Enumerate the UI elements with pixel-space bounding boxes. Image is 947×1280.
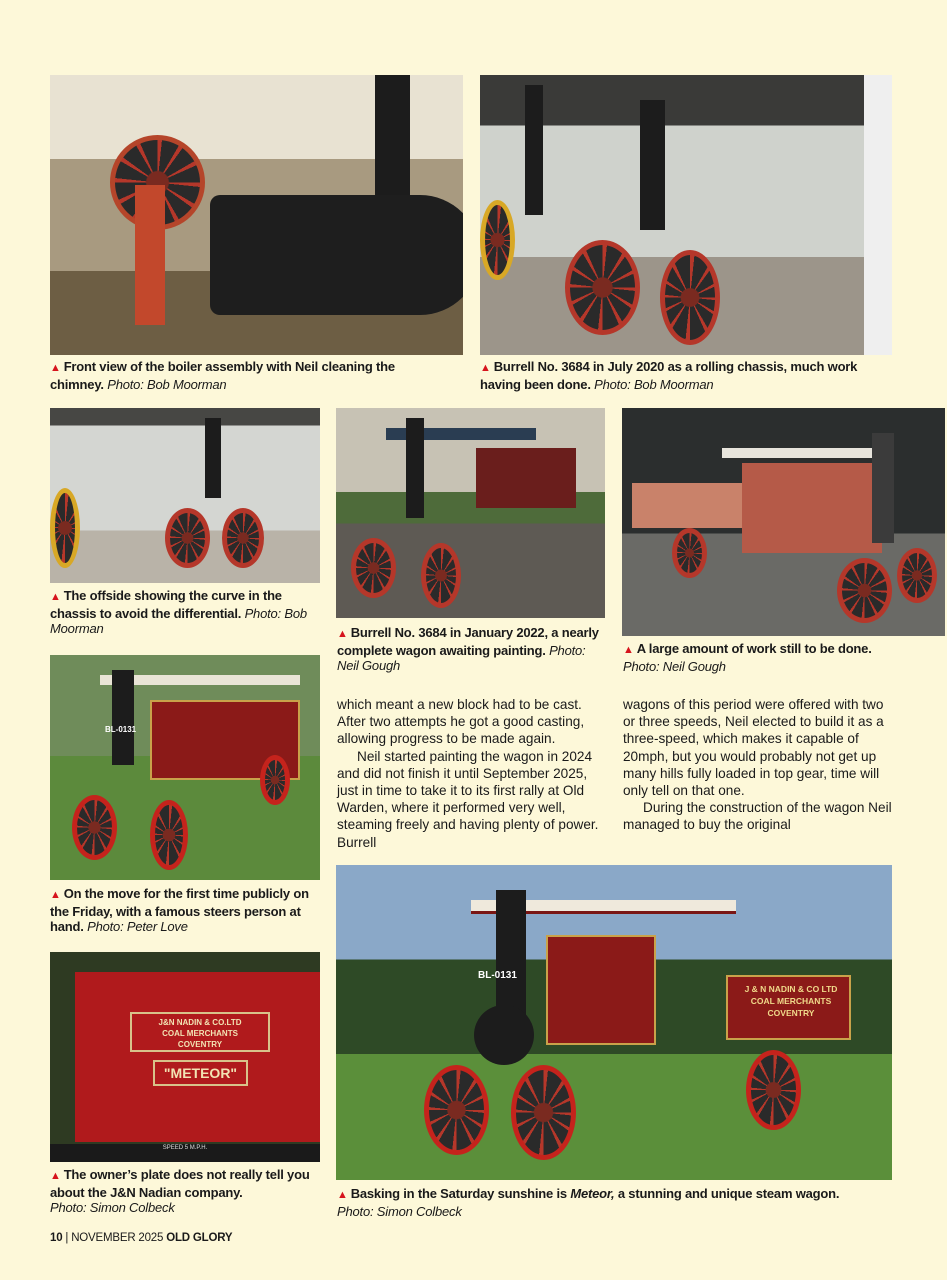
owners-plate [130,1012,270,1052]
caption-owners-plate [50,1167,320,1216]
photo-on-the-move [50,655,320,880]
paragraph: During the construction of the wagon Neil managed to buy the original [623,800,892,833]
caption-text: Burrell No. 3684 in January 2022, a nearly complete wagon awaiting painting. [337,625,599,658]
caption-italic: Meteor, [570,1186,615,1201]
plate-text: J&N NADIN & CO.LTD [158,1018,242,1027]
photo-credit: Photo: Bob Moorman [50,605,307,636]
triangle-icon: ▲ [337,628,348,640]
triangle-icon: ▲ [50,362,61,374]
photo-credit: Photo: Peter Love [87,919,188,934]
side-lettering [731,983,851,1019]
magazine-title: OLD GLORY [166,1232,233,1244]
caption-boiler [50,359,450,392]
triangle-icon: ▲ [337,1189,348,1201]
triangle-icon: ▲ [50,1170,61,1182]
caption-text: On the move for the first time publicly on the Friday, with a famous steers person at hand. [50,886,309,934]
photo-work-to-be-done [622,408,945,636]
triangle-icon: ▲ [480,362,491,374]
photo-january-2022 [336,408,605,618]
triangle-icon: ▲ [50,591,61,603]
photo-offside [50,408,320,583]
speed-plate: SPEED 5 M.P.H. [50,1144,320,1162]
caption-text: A large amount of work still to be done. [636,641,872,656]
registration-plate: BL-0131 [478,970,517,981]
photo-credit: Photo: Simon Colbeck [337,1203,462,1219]
caption-text: Front view of the boiler assembly with Neil cleaning the chimney. [50,359,395,392]
article-column-1 [337,696,607,851]
photo-credit: Photo: Neil Gough [623,658,726,674]
caption-text: Burrell No. 3684 in July 2020 as a rolling chassis, much work having been done. [480,359,858,392]
triangle-icon: ▲ [623,644,634,656]
side-text: J & N NADIN & CO LTD [744,984,838,994]
photo-credit: Photo: Bob Moorman [594,376,714,392]
side-text: COAL MERCHANTS [750,996,832,1006]
issue-date: NOVEMBER 2025 [71,1232,164,1244]
plate-text: COVENTRY [177,1040,223,1049]
caption-meteor [337,1186,897,1219]
caption-offside [50,588,315,637]
photo-boiler-assembly [50,75,463,355]
article-column-2 [623,696,893,834]
side-text: COVENTRY [767,1008,815,1018]
caption-text: Basking in the Saturday sunshine is [350,1186,571,1201]
caption-january-2022 [337,625,602,674]
photo-meteor-sunshine [336,865,892,1180]
paragraph: which meant a new block had to be cast. After two attempts he got a good casting, allowing progress to be made again. [337,697,585,747]
caption-text: a stunning and unique steam wagon. [614,1186,840,1201]
photo-credit: Photo: Simon Colbeck [50,1200,175,1215]
photo-rolling-chassis [480,75,892,355]
photo-owners-plate [50,952,320,1162]
plate-text: COAL MERCHANTS [162,1029,238,1038]
photo-credit: Photo: Neil Gough [337,642,586,673]
name-plate: "METEOR" [153,1060,248,1086]
registration-plate: BL-0131 [105,725,137,734]
photo-credit: Photo: Bob Moorman [107,376,227,392]
footer-separator: | [65,1232,69,1244]
triangle-icon: ▲ [50,889,61,901]
paragraph: Neil started painting the wagon in 2024 and did not finish it until September 2025, just in time to take it to its first rally at Old Warden, where it performed very well, steaming freely and having plenty of power. Burrell [337,748,599,850]
caption-on-the-move [50,886,320,935]
caption-rolling-chassis [480,359,880,392]
paragraph: wagons of this period were offered with two or three speeds, Neil elected to build it as a three-speed, which makes it capable of 20mph, but you would probably not get up many hills fully loaded in top gear, time will only tell on that one. [623,697,884,799]
caption-text: The offside showing the curve in the chassis to avoid the differential. [50,588,282,621]
page-number: 10 [50,1232,63,1244]
caption-text: The owner’s plate does not really tell you about the J&N Nadian company. [50,1167,310,1200]
page-footer [50,1232,232,1244]
caption-work-to-be-done [623,641,893,674]
